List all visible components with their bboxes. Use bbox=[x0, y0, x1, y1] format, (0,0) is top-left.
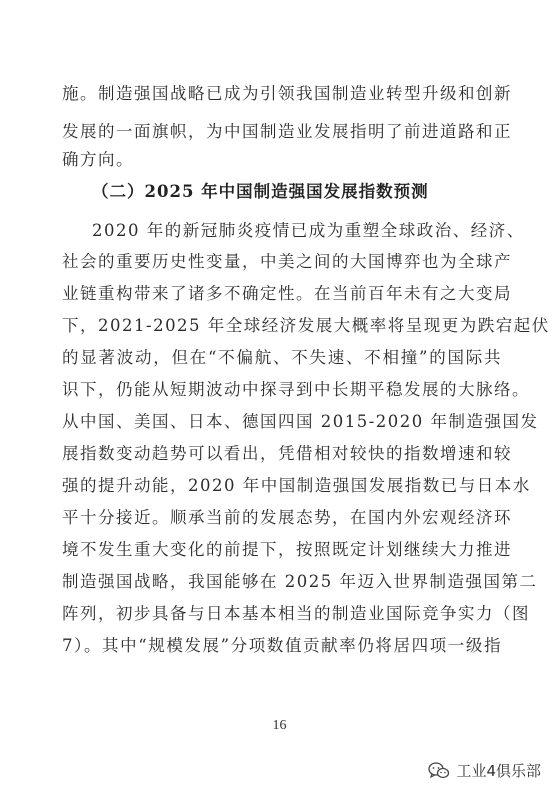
paragraph-line: 确方向。 bbox=[62, 150, 134, 169]
watermark bbox=[428, 760, 541, 781]
paragraph-line: 识下，仍能从短期波动中探寻到中长期平稳发展的大脉络。 bbox=[62, 380, 530, 399]
paragraph-line: 业链重构带来了诸多不确定性。在当前百年未有之大变局 bbox=[62, 284, 512, 303]
page-number: 16 bbox=[272, 718, 287, 733]
paragraph-line: 制造强国战略，我国能够在 2025 年迈入世界制造强国第二 bbox=[62, 572, 538, 591]
paragraph-line: 施。制造强国战略已成为引领我国制造业转型升级和创新 bbox=[62, 84, 512, 103]
wechat-icon bbox=[428, 762, 450, 780]
watermark-text: 工业4俱乐部 bbox=[456, 762, 541, 780]
paragraph-line: 境不发生重大变化的前提下，按照既定计划继续大力推进 bbox=[62, 540, 512, 559]
paragraph-line: 阵列，初步具备与日本基本相当的制造业国际竞争实力（图 bbox=[62, 604, 530, 623]
paragraph-line: 平十分接近。顺承当前的发展态势，在国内外宏观经济环 bbox=[62, 508, 512, 527]
paragraph-line: 从中国、美国、日本、德国四国 2015-2020 年制造强国发 bbox=[62, 412, 539, 431]
paragraph-line: 的显著波动，但在“不偏航、不失速、不相撞”的国际共 bbox=[62, 348, 502, 367]
paragraph-line: 社会的重要历史性变量，中美之间的大国博弈也为全球产 bbox=[62, 252, 512, 271]
paragraph-line: 2020 年的新冠肺炎疫情已成为重塑全球政治、经济、 bbox=[92, 221, 525, 240]
paragraph-line: 展指数变动趋势可以看出，凭借相对较快的指数增速和较 bbox=[62, 444, 512, 463]
paragraph-line: 强的提升动能，2020 年中国制造强国发展指数已与日本水 bbox=[62, 476, 531, 495]
paragraph-line: 下，2021-2025 年全球经济发展大概率将呈现更为跌宕起伏 bbox=[62, 316, 550, 335]
paragraph-line: 发展的一面旗帜，为中国制造业发展指明了前进道路和正 bbox=[62, 122, 512, 141]
paragraph-line: 7）。其中“规模发展”分项数值贡献率仍将居四项一级指 bbox=[62, 636, 502, 655]
section-heading: （二）2025 年中国制造强国发展指数预测 bbox=[92, 182, 429, 201]
